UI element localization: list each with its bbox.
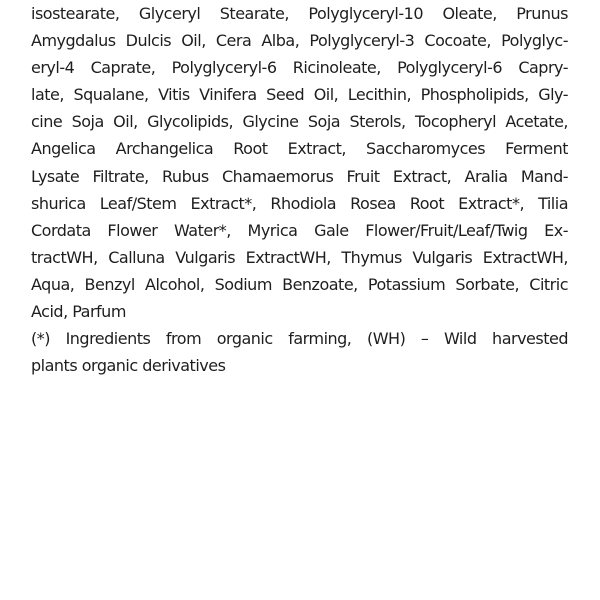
footnote-line-1: (*) Ingredients from organic farming, (WH) – Wild harvested [31, 329, 568, 349]
ingredients-line-7: Lysate Filtrate, Rubus Chamaemorus Fruit Extract, Aralia Mand- [31, 166, 568, 186]
ingredients-document [31, 0, 568, 379]
ingredients-line-5: cine Soja Oil, Glycolipids, Glycine Soja Sterols, Tocopheryl Acetate, [31, 112, 568, 132]
ingredients-line-3: eryl-4 Caprate, Polyglyceryl-6 Ricinoleate, Polyglyceryl-6 Capry- [31, 58, 568, 78]
ingredients-line-1: isostearate, Glyceryl Stearate, Polyglyceryl-10 Oleate, Prunus [31, 4, 568, 23]
ingredients-line-6: Angelica Archangelica Root Extract, Saccharomyces Ferment [31, 139, 568, 159]
footnote [31, 325, 568, 379]
ingredients-list [31, 0, 568, 325]
ingredients-line-4: late, Squalane, Vitis Vinifera Seed Oil, Lecithin, Phospholipids, Gly- [31, 85, 568, 105]
ingredients-line-10: tractWH, Calluna Vulgaris ExtractWH, Thymus Vulgaris ExtractWH, [31, 247, 568, 267]
ingredients-line-9: Cordata Flower Water*, Myrica Gale Flower/Fruit/Leaf/Twig Ex- [31, 220, 568, 240]
footnote-line-2: plants organic derivatives [31, 356, 226, 376]
ingredients-line-2: Amygdalus Dulcis Oil, Cera Alba, Polyglyceryl-3 Cocoate, Polyglyc- [31, 31, 568, 51]
ingredients-line-8: shurica Leaf/Stem Extract*, Rhodiola Rosea Root Extract*, Tilia [31, 193, 568, 213]
ingredients-line-11: Aqua, Benzyl Alcohol, Sodium Benzoate, Potassium Sorbate, Citric [31, 274, 568, 294]
ingredients-line-12: Acid, Parfum [31, 302, 126, 322]
